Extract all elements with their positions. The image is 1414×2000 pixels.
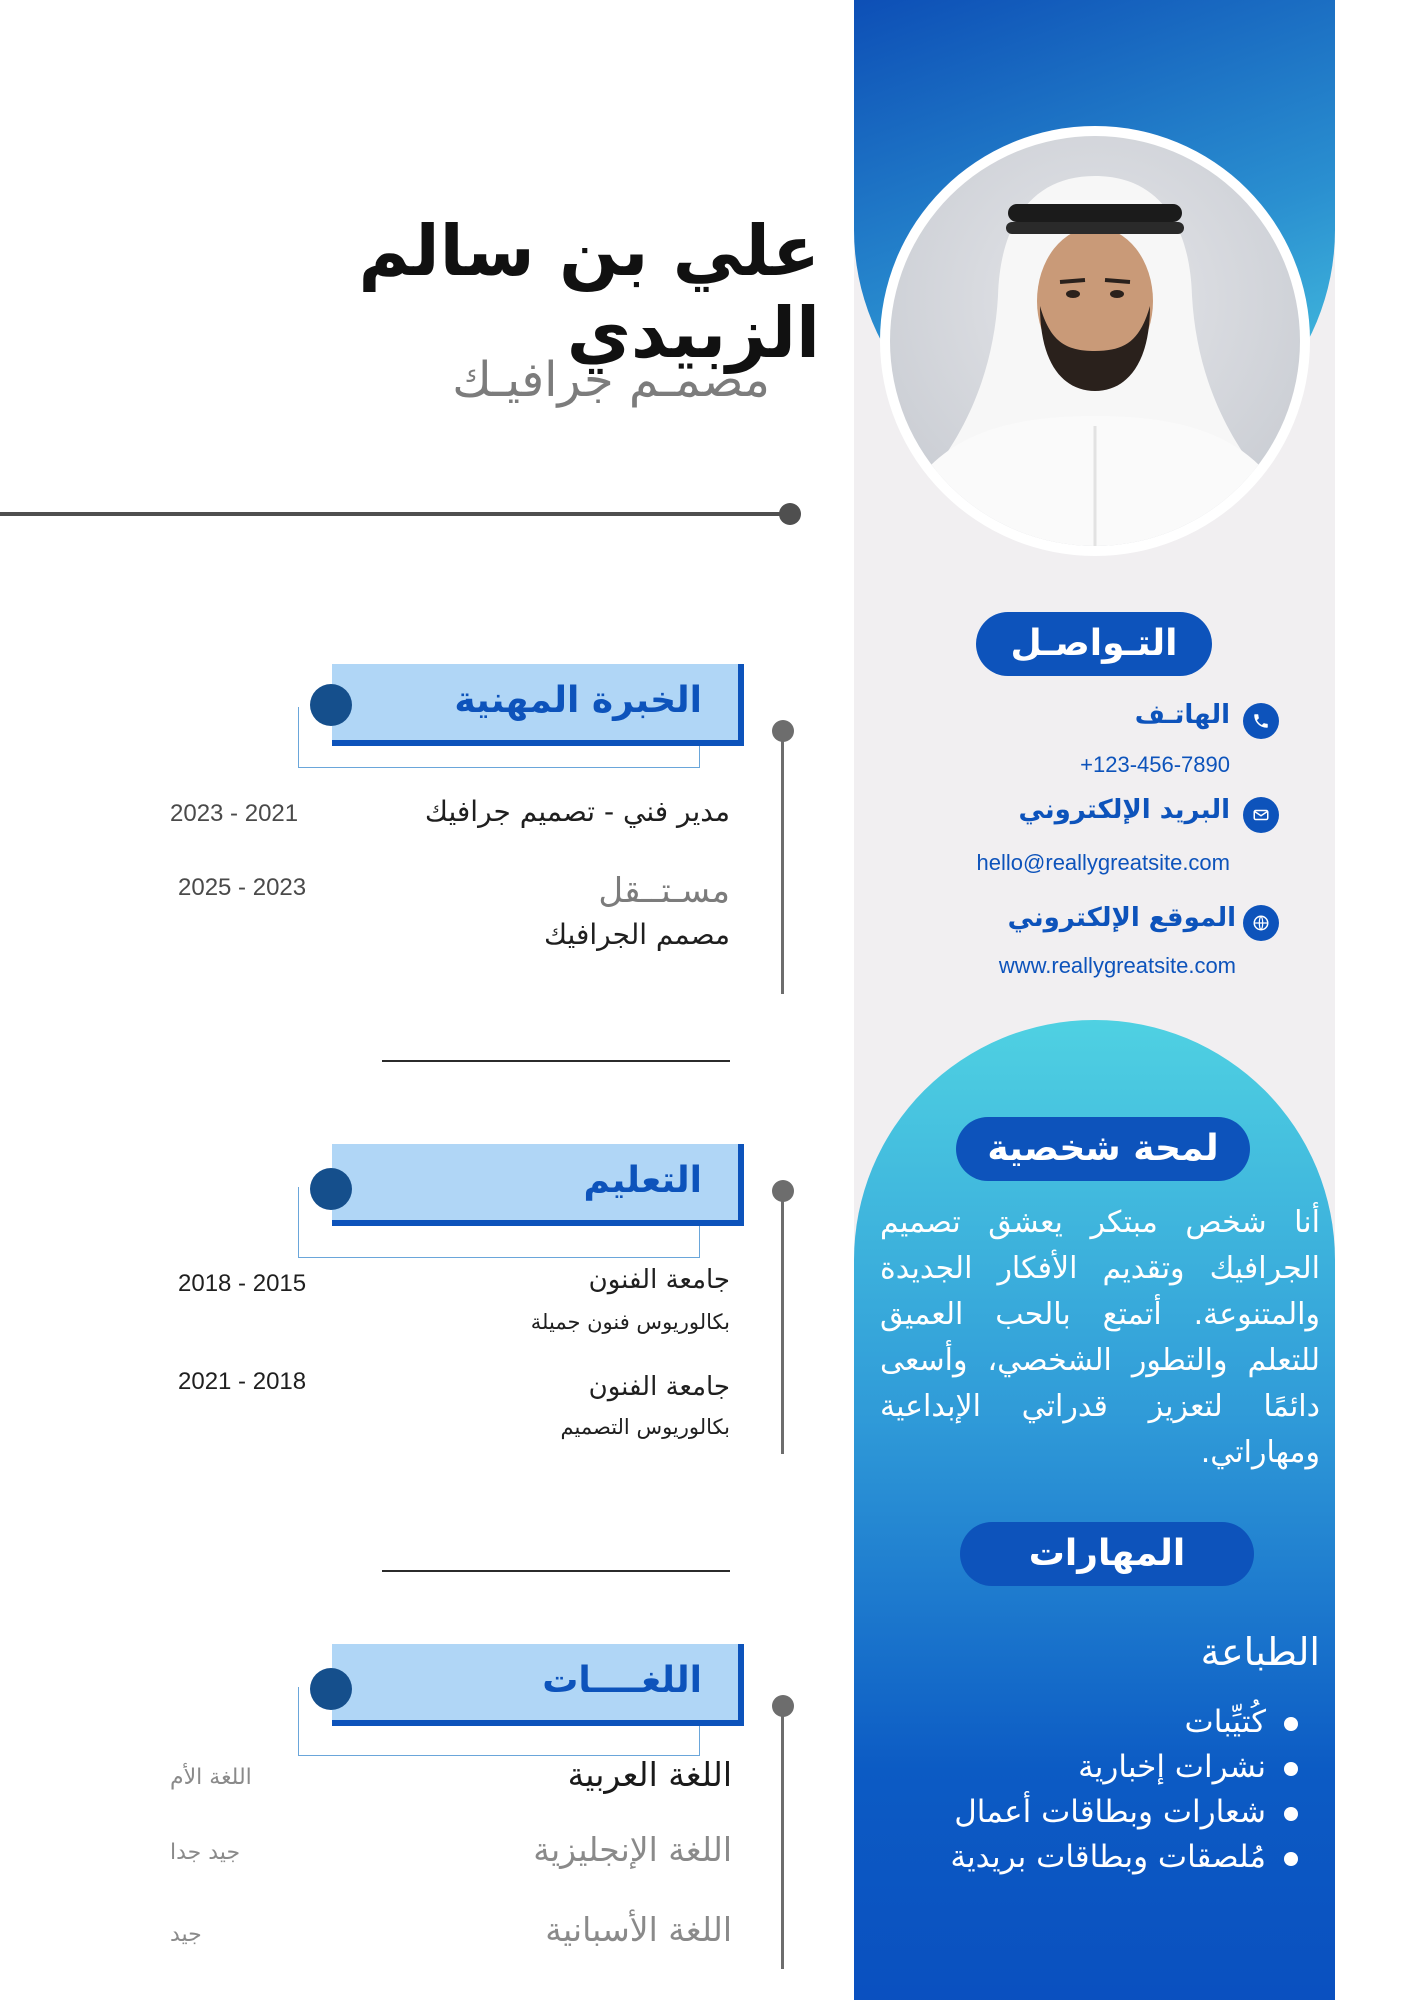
skills-list xyxy=(874,1700,1298,1880)
section-divider xyxy=(382,1060,730,1062)
contact-heading: التـواصـل xyxy=(976,612,1212,676)
skill-item: كُتيِّبات xyxy=(874,1700,1298,1745)
language-level: جيد xyxy=(170,1922,202,1947)
skill-item: مُلصقات وبطاقات بريدية xyxy=(874,1835,1298,1880)
language-name: اللغة العربية xyxy=(567,1755,732,1794)
skills-heading: المهارات xyxy=(960,1522,1254,1586)
skills-group-title: الطباعة xyxy=(1200,1630,1320,1674)
language-level: اللغة الأم xyxy=(170,1765,252,1790)
header-divider xyxy=(0,512,790,516)
experience-entry-date: 2025 - 2023 xyxy=(178,874,307,901)
profile-photo xyxy=(890,136,1300,546)
experience-entry-title: مسـتــقل xyxy=(598,871,730,911)
education-entry-subtitle: بكالوريوس التصميم xyxy=(560,1415,730,1439)
globe-icon xyxy=(1243,905,1279,941)
experience-dot xyxy=(310,684,352,726)
bullet-icon xyxy=(1284,1717,1298,1731)
experience-entry-subtitle: مصمم الجرافيك xyxy=(543,918,730,951)
phone-icon xyxy=(1243,703,1279,739)
bullet-icon xyxy=(1284,1852,1298,1866)
phone-label: الهاتـف xyxy=(1134,700,1230,730)
phone-value: +123-456-7890 xyxy=(1080,752,1230,777)
education-entry-date: 2021 - 2018 xyxy=(178,1368,307,1395)
about-text: أنا شخص مبتكر يعشق تصميم الجرافيك وتقديم الأفكار الجديدة والمتنوعة. أتمتع بالحب العميق للتعلم والتطور الشخصي، وأسعى دائمًا لتعزيز قدراتي الإبداعية ومهاراتي. xyxy=(880,1205,1320,1470)
website-value[interactable]: www.reallygreatsite.com xyxy=(998,953,1236,978)
experience-timeline xyxy=(781,730,784,994)
person-portrait-icon xyxy=(890,136,1300,546)
experience-heading: الخبرة المهنية xyxy=(454,680,702,721)
education-entry-title: جامعة الفنون xyxy=(588,1372,730,1402)
website-label: الموقع الإلكتروني xyxy=(1007,903,1236,933)
skill-item: شعارات وبطاقات أعمال xyxy=(874,1790,1298,1835)
bullet-icon xyxy=(1284,1807,1298,1821)
experience-entry-date: 2023 - 2021 xyxy=(170,800,299,827)
language-name: اللغة الإنجليزية xyxy=(533,1830,732,1869)
about-heading: لمحة شخصية xyxy=(956,1117,1250,1181)
languages-dot xyxy=(310,1668,352,1710)
sidebar xyxy=(854,0,1335,2000)
mail-icon xyxy=(1243,797,1279,833)
language-name: اللغة الأسبانية xyxy=(545,1910,732,1949)
header-divider-dot xyxy=(779,503,801,525)
person-name: علي بن سالم الزبيدي xyxy=(358,210,820,374)
education-heading: التعليم xyxy=(583,1160,702,1201)
education-dot xyxy=(310,1168,352,1210)
experience-entry-title: مدير فني - تصميم جرافيك xyxy=(424,795,730,828)
education-entry-subtitle: بكالوريوس فنون جميلة xyxy=(530,1310,730,1334)
section-divider xyxy=(382,1570,730,1572)
languages-heading: اللغــــات xyxy=(542,1660,702,1701)
email-value[interactable]: hello@reallygreatsite.com xyxy=(976,850,1230,875)
bullet-icon xyxy=(1284,1762,1298,1776)
education-entry-date: 2018 - 2015 xyxy=(178,1270,307,1297)
education-entry-title: جامعة الفنون xyxy=(588,1265,730,1295)
languages-timeline xyxy=(781,1705,784,1969)
email-label: البريد الإلكتروني xyxy=(1018,795,1230,825)
language-level: جيد جدا xyxy=(170,1840,241,1865)
skill-item: نشرات إخبارية xyxy=(874,1745,1298,1790)
education-timeline xyxy=(781,1190,784,1454)
job-title: مصمـم جرافيـك xyxy=(452,352,770,408)
